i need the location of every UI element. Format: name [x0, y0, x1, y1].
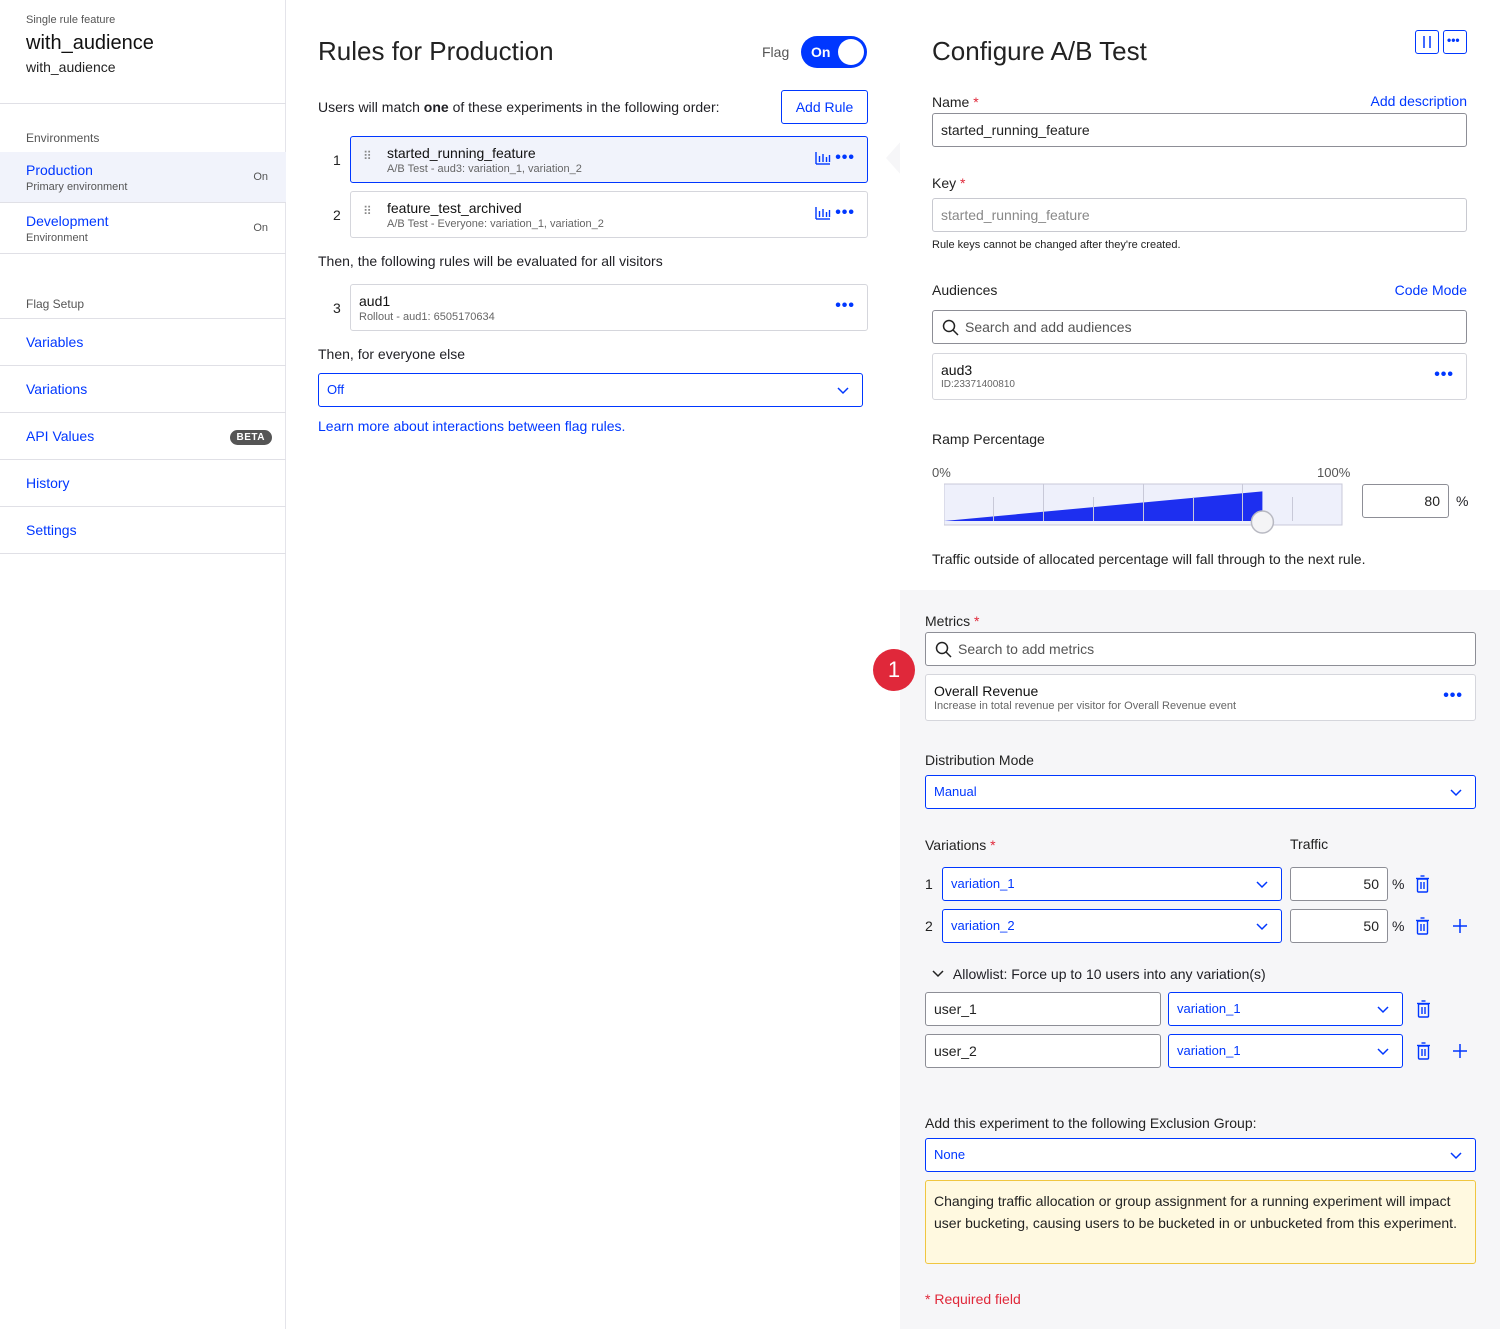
required-asterisk: * — [974, 613, 980, 629]
then-else-heading: Then, for everyone else — [318, 346, 466, 362]
divider — [0, 103, 286, 104]
traffic-input[interactable] — [1290, 909, 1388, 943]
key-note: Rule keys cannot be changed after they're created. — [932, 239, 1181, 251]
match-bold: one — [423, 99, 449, 115]
add-description-link[interactable]: Add description — [1370, 93, 1467, 109]
input-value: user_2 — [934, 1043, 977, 1059]
percent-sign: % — [1456, 493, 1469, 509]
results-chart-icon[interactable] — [815, 206, 831, 220]
variation-order: 1 — [925, 876, 933, 892]
label-text: Name — [932, 94, 970, 110]
sidebar-item-variations[interactable] — [0, 366, 286, 413]
ramp-label: Ramp Percentage — [932, 431, 1045, 447]
sidebar-item-settings[interactable] — [0, 507, 286, 554]
divider — [0, 253, 286, 254]
everyone-else-select[interactable] — [318, 373, 863, 407]
name-label — [932, 94, 979, 110]
rule-title: started_running_feature — [387, 145, 536, 161]
input-value: started_running_feature — [941, 122, 1090, 138]
rule-title: feature_test_archived — [387, 200, 522, 216]
rule-title: aud1 — [359, 293, 391, 309]
chevron-down-icon — [931, 967, 945, 981]
env-desc: Environment — [26, 232, 88, 244]
then-all-heading: Then, the following rules will be evaluated for all visitors — [318, 253, 663, 269]
beta-badge: BETA — [230, 430, 272, 445]
search-icon — [935, 641, 952, 658]
env-state: On — [253, 222, 268, 234]
drag-handle-icon[interactable]: ⠿ — [363, 149, 371, 163]
drag-handle-icon[interactable]: ⠿ — [363, 204, 371, 218]
more-options-icon: ••• — [1447, 33, 1460, 47]
env-item-development[interactable] — [0, 203, 286, 254]
metrics-search-input[interactable] — [925, 632, 1476, 666]
metric-name: Overall Revenue — [934, 683, 1039, 699]
sidebar-item-label: History — [26, 475, 70, 491]
flag-toggle[interactable] — [801, 36, 867, 68]
variation-select[interactable] — [942, 909, 1282, 943]
metric-card — [925, 674, 1476, 721]
rule-item-started-running-feature[interactable] — [350, 136, 868, 183]
input-value: user_1 — [934, 1001, 977, 1017]
plus-icon[interactable] — [1452, 918, 1468, 934]
metric-desc: Increase in total revenue per visitor for Overall Revenue event — [934, 700, 1237, 712]
rule-subtitle: A/B Test - aud3: variation_1, variation_2 — [387, 163, 582, 175]
required-asterisk: * — [960, 175, 966, 191]
input-placeholder: Search to add metrics — [958, 641, 1095, 657]
trash-icon[interactable] — [1415, 1042, 1432, 1060]
page-title: Rules for Production — [318, 36, 554, 66]
audience-name: aud3 — [941, 362, 973, 378]
plus-icon[interactable] — [1452, 1043, 1468, 1059]
exclusion-group-select[interactable] — [925, 1138, 1476, 1172]
chevron-down-icon — [1255, 877, 1269, 891]
rule-order: 2 — [333, 207, 341, 223]
more-options-icon[interactable]: ••• — [1434, 366, 1454, 383]
label-text: Key — [932, 175, 957, 191]
ramp-min: 0% — [932, 465, 951, 480]
feature-key: with_audience — [26, 59, 116, 75]
ramp-percentage-input[interactable] — [1362, 484, 1449, 518]
input-value: 80 — [1424, 493, 1440, 509]
more-options-icon[interactable]: ••• — [835, 149, 855, 166]
select-value: Manual — [934, 784, 977, 799]
columns-icon — [1416, 31, 1438, 53]
variations-label — [925, 837, 996, 853]
traffic-input[interactable] — [1290, 867, 1388, 901]
rule-subtitle: Rollout - aud1: 6505170634 — [359, 311, 495, 323]
split-view-button[interactable] — [1415, 30, 1439, 54]
rule-subtitle: A/B Test - Everyone: variation_1, variation_2 — [387, 218, 604, 230]
sidebar — [0, 0, 286, 1329]
select-value: None — [934, 1147, 966, 1162]
panel-more-button[interactable] — [1443, 30, 1467, 54]
results-chart-icon[interactable] — [815, 151, 831, 165]
rule-order: 3 — [333, 300, 341, 316]
more-options-icon[interactable]: ••• — [1443, 687, 1463, 704]
env-item-production[interactable] — [0, 152, 286, 203]
env-name: Production — [26, 162, 93, 178]
key-label — [932, 175, 965, 191]
required-asterisk: * — [990, 837, 996, 853]
distribution-label: Distribution Mode — [925, 752, 1034, 768]
trash-icon[interactable] — [1414, 917, 1431, 935]
select-value: variation_2 — [951, 918, 1015, 933]
label-text: Variations — [925, 837, 987, 853]
ramp-slider[interactable] — [944, 483, 1344, 539]
input-value: started_running_feature — [941, 207, 1090, 223]
audiences-label: Audiences — [932, 282, 998, 298]
percent-sign: % — [1392, 918, 1405, 934]
allowlist-user-input[interactable] — [925, 1034, 1161, 1068]
audience-card — [932, 353, 1467, 400]
input-value: 50 — [1363, 918, 1379, 934]
chevron-down-icon — [836, 383, 850, 397]
audience-id: ID:23371400810 — [941, 379, 1015, 390]
toggle-knob — [838, 39, 864, 65]
divider — [0, 553, 286, 554]
rule-order: 1 — [333, 152, 341, 168]
variation-order: 2 — [925, 918, 933, 934]
search-icon — [942, 319, 959, 336]
required-asterisk: * — [973, 94, 979, 110]
label-text: Metrics — [925, 613, 971, 629]
more-options-icon[interactable]: ••• — [835, 204, 855, 221]
trash-icon[interactable] — [1414, 875, 1431, 893]
rule-item-feature-test-archived[interactable] — [350, 191, 868, 238]
allowlist-variation-select[interactable] — [1168, 1034, 1403, 1068]
sidebar-item-api-values[interactable] — [0, 413, 286, 460]
allowlist-label: Allowlist: Force up to 10 users into any variation(s) — [952, 966, 1266, 983]
variation-select[interactable] — [942, 867, 1282, 901]
sidebar-item-history[interactable] — [0, 460, 286, 507]
learn-more-link[interactable]: Learn more about interactions between flag rules. — [318, 418, 626, 434]
select-value: variation_1 — [1177, 1043, 1241, 1058]
match-suffix: of these experiments in the following order: — [448, 99, 720, 115]
env-desc: Primary environment — [26, 181, 128, 193]
allowlist-toggle[interactable] — [931, 965, 1266, 982]
key-input[interactable] — [932, 198, 1467, 232]
match-description — [318, 99, 720, 115]
input-placeholder: Search and add audiences — [965, 319, 1132, 335]
sidebar-item-label: Variables — [26, 334, 84, 350]
rule-item-aud1[interactable] — [350, 284, 868, 331]
input-value: 50 — [1363, 876, 1379, 892]
chevron-down-icon — [1449, 1148, 1463, 1162]
ramp-max: 100% — [1317, 465, 1351, 480]
chevron-down-icon — [1449, 785, 1463, 799]
allowlist-user-input[interactable] — [925, 992, 1161, 1026]
feature-type: Single rule feature — [26, 14, 116, 26]
sidebar-item-label: API Values — [26, 428, 95, 444]
sidebar-item-variables[interactable] — [0, 319, 286, 366]
warning-message: Changing traffic allocation or group assignment for a running experiment will impact user bucketing, causing users to be bucketed in or unbucketed from this experiment. — [925, 1180, 1476, 1264]
allowlist-variation-select[interactable] — [1168, 992, 1403, 1026]
percent-sign: % — [1392, 876, 1405, 892]
sidebar-item-label: Variations — [26, 381, 88, 397]
select-value: Off — [327, 382, 345, 397]
match-prefix: Users will match — [318, 99, 424, 115]
required-field-note: * Required field — [925, 1291, 1021, 1307]
more-options-icon[interactable]: ••• — [835, 297, 855, 314]
sidebar-item-label: Settings — [26, 522, 77, 538]
feature-title: with_audience — [26, 32, 154, 54]
rules-panel — [287, 0, 900, 1329]
audience-search-input[interactable] — [932, 310, 1467, 344]
metrics-label — [925, 613, 979, 629]
name-input[interactable] — [932, 113, 1467, 147]
distribution-mode-select[interactable] — [925, 775, 1476, 809]
panel-title: Configure A/B Test — [932, 36, 1147, 66]
chevron-down-icon — [1255, 919, 1269, 933]
select-value: variation_1 — [1177, 1001, 1241, 1016]
chevron-down-icon — [1376, 1044, 1390, 1058]
traffic-label: Traffic — [1290, 836, 1329, 852]
toggle-label: On — [811, 44, 831, 60]
trash-icon[interactable] — [1415, 1000, 1432, 1018]
select-value: variation_1 — [951, 876, 1015, 891]
env-name: Development — [26, 213, 109, 229]
exclusion-label: Add this experiment to the following Exclusion Group: — [925, 1115, 1257, 1131]
code-mode-link[interactable]: Code Mode — [1394, 282, 1467, 298]
environments-heading: Environments — [26, 131, 100, 145]
env-state: On — [253, 171, 268, 183]
flag-setup-heading: Flag Setup — [26, 297, 85, 311]
step-badge: 1 — [873, 649, 915, 691]
ramp-note: Traffic outside of allocated percentage will fall through to the next rule. — [932, 551, 1366, 567]
flag-label: Flag — [762, 44, 790, 60]
add-rule-button[interactable]: Add Rule — [781, 90, 868, 124]
chevron-down-icon — [1376, 1002, 1390, 1016]
feature-header — [26, 14, 154, 75]
